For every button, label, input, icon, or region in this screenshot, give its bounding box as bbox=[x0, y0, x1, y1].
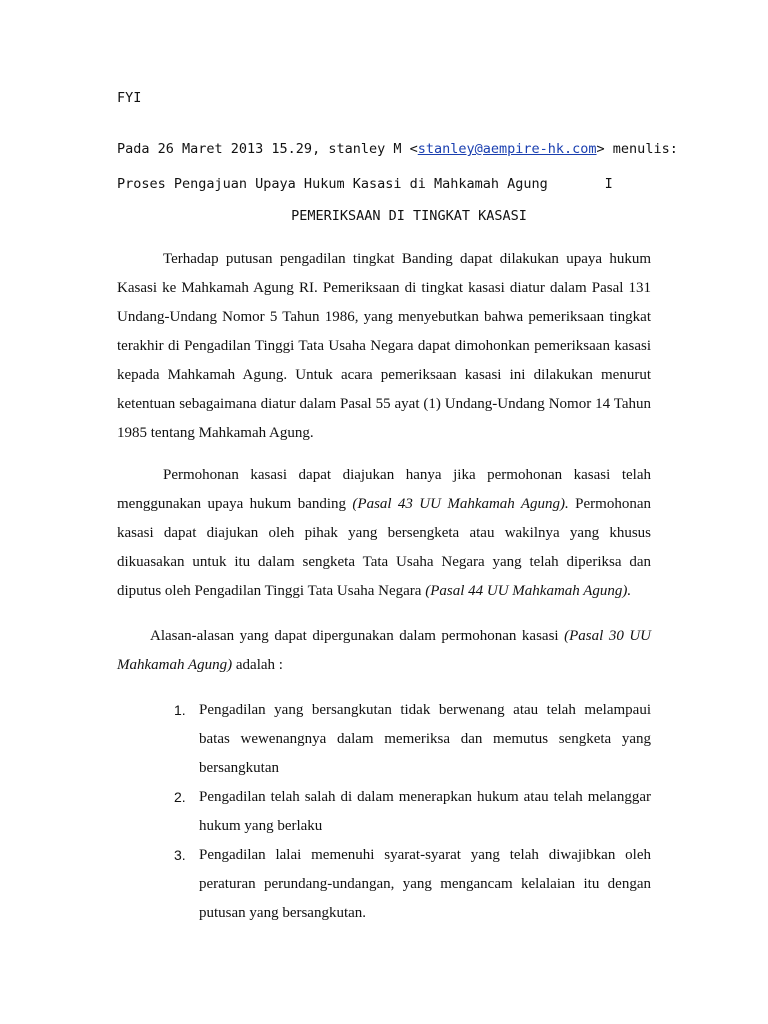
paragraph-3-text-a: Alasan-alasan yang dapat dipergunakan dalam permohonan kasasi bbox=[150, 628, 565, 644]
paragraph-2-text-b: Permohonan kasasi dapat diajukan oleh pihak yang bersengketa atau wakilnya yang khusus dikuasakan untuk itu dalam sengketa Tata Usaha Negara yang telah diperiksa dan diputus oleh Pengadilan Tinggi Tata Usaha Negara bbox=[117, 496, 651, 599]
paragraph-2-ref-2: (Pasal 44 UU Mahkamah Agung). bbox=[425, 583, 632, 599]
paragraph-3-ref: (Pasal 30 UU Mahkamah Agung) bbox=[117, 628, 652, 673]
list-item bbox=[117, 696, 651, 783]
list-item-text: Pengadilan lalai memenuhi syarat-syarat yang telah diwajibkan oleh peraturan perundang-undangan, yang mengancam kelalaian itu dengan putusan yang bersangkutan. bbox=[199, 847, 651, 921]
email-subject: Proses Pengajuan Upaya Hukum Kasasi di Mahkamah Agung I bbox=[117, 176, 613, 192]
quote-prefix: Pada 26 Maret 2013 15.29, stanley M < bbox=[117, 141, 418, 157]
paragraph-2 bbox=[117, 461, 651, 606]
list-item bbox=[117, 841, 651, 928]
paragraph-3 bbox=[117, 622, 651, 680]
list-item-text: Pengadilan telah salah di dalam menerapkan hukum atau telah melanggar hukum yang berlaku bbox=[199, 789, 651, 834]
list-item-text: Pengadilan yang bersangkutan tidak berwenang atau telah melampaui batas wewenangnya dalam memeriksa dan memutus sengketa yang bersangkutan bbox=[199, 702, 651, 776]
list-item bbox=[117, 783, 651, 841]
reasons-list bbox=[117, 696, 651, 928]
quote-header bbox=[117, 141, 678, 157]
fyi-line: FYI bbox=[117, 90, 142, 106]
list-item-number: 2. bbox=[174, 789, 186, 805]
paragraph-2-ref-1: (Pasal 43 UU Mahkamah Agung). bbox=[352, 496, 569, 512]
paragraph-1: Terhadap putusan pengadilan tingkat Banding dapat dilakukan upaya hukum Kasasi ke Mahkamah Agung RI. Pemeriksaan di tingkat kasasi diatur dalam Pasal 131 Undang-Undang Nomor 5 Tahun 1986, yang menyebutkan bahwa pemeriksaan tingkat terakhir di Pengadilan Tinggi Tata Usaha Negara dapat dimohonkan pemeriksaan kasasi kepada Mahkamah Agung. Untuk acara pemeriksaan kasasi ini dilakukan menurut ketentuan sebagaimana diatur dalam Pasal 55 ayat (1) Undang-Undang Nomor 14 Tahun 1985 tentang Mahkamah Agung. bbox=[117, 251, 651, 441]
paragraph-3-text-b: adalah : bbox=[232, 657, 283, 673]
list-item-number: 1. bbox=[174, 702, 186, 718]
list-item-number: 3. bbox=[174, 847, 186, 863]
sender-email-link[interactable]: stanley@aempire-hk.com bbox=[417, 141, 597, 157]
paragraph-2-text-a: Permohonan kasasi dapat diajukan hanya jika permohonan kasasi telah menggunakan upaya hukum banding bbox=[117, 467, 651, 512]
quote-suffix: > menulis: bbox=[596, 141, 678, 157]
document-heading: PEMERIKSAAN DI TINGKAT KASASI bbox=[291, 208, 527, 224]
